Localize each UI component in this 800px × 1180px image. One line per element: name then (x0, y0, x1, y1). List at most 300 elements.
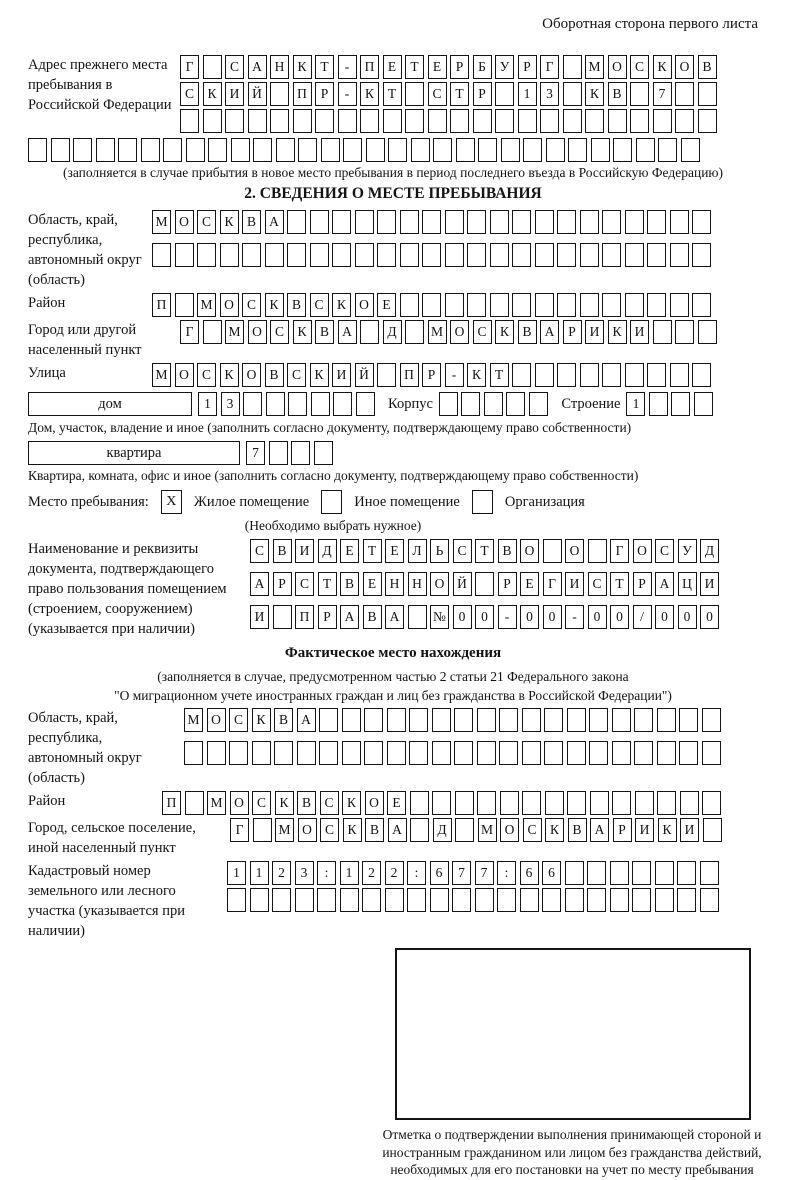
grid-cell: М (428, 320, 447, 344)
grid-cell (625, 363, 644, 387)
grid-cell (675, 320, 694, 344)
grid-cell: В (265, 363, 284, 387)
grid-cell (461, 392, 480, 416)
grid-cell: 0 (475, 605, 494, 629)
grid-cell: 1 (227, 861, 246, 885)
grid-cell (317, 888, 336, 912)
grid-cell (655, 888, 674, 912)
grid-cell: 0 (588, 605, 607, 629)
grid-cell (692, 243, 711, 267)
grid-cell: У (678, 539, 697, 563)
grid-cell: Г (543, 572, 562, 596)
grid-cell (625, 243, 644, 267)
grid-cell: К (608, 320, 627, 344)
grid-cell (477, 741, 496, 765)
grid-cell (602, 210, 621, 234)
cadastral-rows (227, 861, 722, 915)
grid-cell: : (407, 861, 426, 885)
grid-cell (454, 708, 473, 732)
grid-cell: 1 (198, 392, 217, 416)
grid-cell (589, 741, 608, 765)
grid-cell: 6 (430, 861, 449, 885)
grid-cell: К (220, 363, 239, 387)
grid-cell: О (608, 55, 627, 79)
grid-cell (360, 109, 379, 133)
document-section (28, 539, 758, 639)
grid-cell (565, 888, 584, 912)
grid-cell (377, 363, 396, 387)
prev-address-row-2 (180, 82, 720, 106)
grid-cell: О (633, 539, 652, 563)
grid-cell (342, 708, 361, 732)
grid-cell: М (207, 791, 226, 815)
grid-cell: Г (540, 55, 559, 79)
grid-cell (495, 82, 514, 106)
grid-cell (630, 82, 649, 106)
grid-cell (522, 708, 541, 732)
grid-cell (649, 392, 668, 416)
grid-cell (343, 138, 362, 162)
grid-cell (364, 741, 383, 765)
grid-cell (698, 320, 717, 344)
confirmation-stamp-box (395, 948, 751, 1120)
grid-cell (73, 138, 92, 162)
grid-cell: 1 (626, 392, 645, 416)
grid-cell: Б (473, 55, 492, 79)
grid-cell (220, 243, 239, 267)
grid-cell: С (229, 708, 248, 732)
grid-cell (207, 741, 226, 765)
grid-cell: Р (613, 818, 632, 842)
grid-cell (288, 392, 307, 416)
stay-type-checkbox-organization (472, 490, 493, 514)
grid-cell (422, 243, 441, 267)
grid-cell: М (152, 210, 171, 234)
grid-cell (175, 293, 194, 317)
grid-cell: К (265, 293, 284, 317)
actual-location-title: Фактическое место нахождения (284, 645, 502, 661)
grid-cell: Р (518, 55, 537, 79)
grid-cell (432, 741, 451, 765)
city-row (180, 320, 720, 344)
grid-cell (567, 741, 586, 765)
grid-cell: Г (230, 818, 249, 842)
grid-cell: С (473, 320, 492, 344)
grid-cell: И (295, 539, 314, 563)
grid-cell (445, 210, 464, 234)
grid-cell (445, 243, 464, 267)
street-label: Улица (28, 365, 66, 381)
grid-cell: И (680, 818, 699, 842)
grid-cell: 1 (340, 861, 359, 885)
grid-cell (512, 210, 531, 234)
grid-cell (535, 210, 554, 234)
grid-cell (670, 363, 689, 387)
grid-cell (276, 138, 295, 162)
grid-cell: О (207, 708, 226, 732)
grid-cell: О (565, 539, 584, 563)
grid-cell: В (363, 605, 382, 629)
grid-cell: А (388, 818, 407, 842)
grid-cell (670, 293, 689, 317)
prev-address-rows (180, 55, 720, 136)
grid-cell (455, 818, 474, 842)
grid-cell: № (430, 605, 449, 629)
grid-cell: С (197, 363, 216, 387)
grid-cell: Т (490, 363, 509, 387)
grid-cell (388, 138, 407, 162)
grid-cell: Т (318, 572, 337, 596)
grid-cell (185, 791, 204, 815)
grid-cell (590, 791, 609, 815)
grid-cell (175, 243, 194, 267)
grid-cell (407, 888, 426, 912)
grid-cell: В (498, 539, 517, 563)
section2-title: 2. СВЕДЕНИЯ О МЕСТЕ ПРЕБЫВАНИЯ (244, 185, 542, 202)
document-row-3 (250, 605, 723, 629)
grid-cell: С (287, 363, 306, 387)
grid-cell (387, 741, 406, 765)
grid-cell: А (540, 320, 559, 344)
grid-cell (542, 888, 561, 912)
grid-cell (287, 210, 306, 234)
grid-cell (680, 791, 699, 815)
grid-cell: А (340, 605, 359, 629)
grid-cell: А (590, 818, 609, 842)
actual-region-row-2 (184, 741, 724, 765)
grid-cell (675, 82, 694, 106)
grid-cell: 7 (475, 861, 494, 885)
grid-cell: С (270, 320, 289, 344)
region-section (28, 210, 758, 290)
grid-cell (475, 572, 494, 596)
house-number-row (198, 392, 378, 416)
grid-cell (580, 363, 599, 387)
apartment-caption: Квартира, комната, офис и иное (заполнить согласно документу, подтверждающему право собственности) (28, 468, 639, 483)
grid-cell: Т (405, 55, 424, 79)
grid-cell: С (588, 572, 607, 596)
grid-cell (332, 210, 351, 234)
grid-cell: О (298, 818, 317, 842)
grid-cell (613, 138, 632, 162)
grid-cell: О (230, 791, 249, 815)
grid-cell (567, 708, 586, 732)
grid-cell: П (400, 363, 419, 387)
grid-cell: К (252, 708, 271, 732)
grid-cell (342, 741, 361, 765)
grid-cell: 0 (543, 605, 562, 629)
cadastral-section (28, 861, 758, 941)
grid-cell: Т (383, 82, 402, 106)
grid-cell (355, 243, 374, 267)
grid-cell (546, 138, 565, 162)
grid-cell (422, 293, 441, 317)
grid-cell: С (225, 55, 244, 79)
grid-cell: О (220, 293, 239, 317)
grid-cell (658, 138, 677, 162)
grid-cell: А (385, 605, 404, 629)
grid-cell (96, 138, 115, 162)
grid-cell (377, 243, 396, 267)
grid-cell: В (297, 791, 316, 815)
grid-cell (647, 243, 666, 267)
stay-type-option-other: Иное помещение (354, 493, 460, 510)
grid-cell (544, 741, 563, 765)
grid-cell (445, 293, 464, 317)
grid-cell: - (338, 82, 357, 106)
grid-cell: О (500, 818, 519, 842)
grid-cell (340, 888, 359, 912)
grid-cell: С (197, 210, 216, 234)
grid-cell (702, 791, 721, 815)
grid-cell (243, 392, 262, 416)
grid-cell (455, 791, 474, 815)
grid-cell: А (265, 210, 284, 234)
grid-cell: - (445, 363, 464, 387)
grid-cell: К (467, 363, 486, 387)
grid-cell: Й (248, 82, 267, 106)
grid-cell (565, 861, 584, 885)
actual-location-caption-1: (заполняется в случае, предусмотренном частью 2 статьи 21 Федерального закона (157, 669, 629, 684)
grid-cell (477, 708, 496, 732)
grid-cell (585, 109, 604, 133)
grid-cell (545, 791, 564, 815)
grid-cell (203, 320, 222, 344)
grid-cell: 3 (295, 861, 314, 885)
grid-cell: В (568, 818, 587, 842)
grid-cell (411, 138, 430, 162)
grid-cell: С (523, 818, 542, 842)
grid-cell (430, 888, 449, 912)
grid-cell (253, 818, 272, 842)
grid-cell: О (520, 539, 539, 563)
document-row-2 (250, 572, 723, 596)
grid-cell: М (275, 818, 294, 842)
grid-cell (655, 861, 674, 885)
grid-cell (400, 243, 419, 267)
grid-cell (387, 708, 406, 732)
grid-cell (383, 109, 402, 133)
grid-cell (647, 210, 666, 234)
grid-cell (679, 708, 698, 732)
grid-cell: 2 (362, 861, 381, 885)
grid-cell: Р (422, 363, 441, 387)
actual-region-section (28, 708, 758, 788)
grid-cell: Р (563, 320, 582, 344)
grid-cell (266, 392, 285, 416)
grid-cell (632, 888, 651, 912)
grid-cell (478, 138, 497, 162)
grid-cell (653, 109, 672, 133)
grid-cell: 0 (678, 605, 697, 629)
grid-cell (184, 741, 203, 765)
cadastral-row-1 (227, 861, 722, 885)
grid-cell (229, 741, 248, 765)
grid-cell: С (252, 791, 271, 815)
grid-cell: : (497, 861, 516, 885)
confirmation-caption: Отметка о подтверждении выполнения принимающей стороной и иностранным гражданином или лицом без гражданства действий, необходимых для его постановки на учет по месту пребывания (382, 1127, 762, 1177)
grid-cell: О (365, 791, 384, 815)
grid-cell: Р (473, 82, 492, 106)
grid-cell: О (242, 363, 261, 387)
actual-region-label: Область, край, республика, автономный округ (область) (28, 710, 142, 786)
grid-cell: К (293, 320, 312, 344)
region-row-1 (152, 210, 715, 234)
grid-cell: 7 (653, 82, 672, 106)
grid-cell: Й (453, 572, 472, 596)
grid-cell: С (320, 791, 339, 815)
grid-cell: - (338, 55, 357, 79)
grid-cell (319, 708, 338, 732)
grid-cell (563, 82, 582, 106)
grid-cell: И (585, 320, 604, 344)
grid-cell (250, 888, 269, 912)
grid-cell (610, 861, 629, 885)
grid-cell: П (162, 791, 181, 815)
grid-cell (225, 109, 244, 133)
grid-cell: П (295, 605, 314, 629)
grid-cell: К (275, 791, 294, 815)
grid-cell: Е (385, 539, 404, 563)
grid-cell: Р (273, 572, 292, 596)
actual-city-label: Город, сельское поселение, иной населенный пункт (28, 820, 196, 856)
grid-cell (535, 363, 554, 387)
grid-cell (563, 55, 582, 79)
grid-cell (203, 55, 222, 79)
house-box-label: дом (28, 392, 192, 416)
grid-cell: 1 (250, 861, 269, 885)
cadastral-label: Кадастровый номер земельного или лесного участка (указывается при наличии) (28, 863, 185, 939)
grid-cell (490, 243, 509, 267)
grid-cell: В (698, 55, 717, 79)
grid-cell (625, 210, 644, 234)
grid-cell (473, 109, 492, 133)
grid-cell (332, 243, 351, 267)
grid-cell (333, 392, 352, 416)
actual-district-row (162, 791, 725, 815)
grid-cell (252, 741, 271, 765)
grid-cell: Д (433, 818, 452, 842)
grid-cell (186, 138, 205, 162)
grid-cell (273, 605, 292, 629)
grid-cell: О (175, 363, 194, 387)
grid-cell (432, 791, 451, 815)
grid-cell (512, 363, 531, 387)
grid-cell: 0 (520, 605, 539, 629)
grid-cell (405, 82, 424, 106)
grid-cell: : (317, 861, 336, 885)
grid-cell (274, 741, 293, 765)
grid-cell (497, 888, 516, 912)
grid-cell (602, 363, 621, 387)
grid-cell (635, 791, 654, 815)
grid-cell (500, 791, 519, 815)
actual-city-row (230, 818, 725, 842)
district-row (152, 293, 715, 317)
grid-cell (433, 138, 452, 162)
grid-cell: К (545, 818, 564, 842)
grid-cell: В (365, 818, 384, 842)
grid-cell: К (220, 210, 239, 234)
grid-cell (625, 293, 644, 317)
stay-type-option-residential: Жилое помещение (193, 493, 310, 510)
grid-cell (409, 741, 428, 765)
stay-type-option-organization: Организация (504, 493, 585, 510)
grid-cell (692, 293, 711, 317)
korpus-label: Корпус (388, 396, 433, 412)
grid-cell (557, 210, 576, 234)
grid-cell (612, 708, 631, 732)
grid-cell: 0 (700, 605, 719, 629)
grid-cell (700, 861, 719, 885)
grid-cell (587, 861, 606, 885)
grid-cell: Л (408, 539, 427, 563)
grid-cell: С (453, 539, 472, 563)
grid-cell: Е (383, 55, 402, 79)
grid-cell (467, 210, 486, 234)
grid-cell: 3 (221, 392, 240, 416)
grid-cell: Р (318, 605, 337, 629)
stroenie-row (626, 392, 716, 416)
grid-cell: - (498, 605, 517, 629)
grid-cell: И (635, 818, 654, 842)
grid-cell: К (658, 818, 677, 842)
korpus-row (439, 392, 552, 416)
grid-cell: С (250, 539, 269, 563)
grid-cell (694, 392, 713, 416)
grid-cell (636, 138, 655, 162)
grid-cell: Т (363, 539, 382, 563)
grid-cell: Е (340, 539, 359, 563)
grid-cell: К (360, 82, 379, 106)
prev-address-section (28, 55, 758, 136)
grid-cell: К (495, 320, 514, 344)
grid-cell: 0 (610, 605, 629, 629)
grid-cell (410, 818, 429, 842)
grid-cell (657, 791, 676, 815)
grid-cell: О (430, 572, 449, 596)
grid-cell (163, 138, 182, 162)
grid-cell: И (250, 605, 269, 629)
grid-cell: Д (700, 539, 719, 563)
grid-cell (589, 708, 608, 732)
prev-address-label: Адрес прежнего места пребывания в Российской Федерации (28, 57, 172, 113)
grid-cell (602, 243, 621, 267)
grid-cell (422, 210, 441, 234)
grid-cell (557, 243, 576, 267)
grid-cell: Р (498, 572, 517, 596)
grid-cell (452, 888, 471, 912)
grid-cell (484, 392, 503, 416)
grid-cell (248, 109, 267, 133)
grid-cell: С (295, 572, 314, 596)
grid-cell (490, 293, 509, 317)
grid-cell (490, 210, 509, 234)
grid-cell (557, 293, 576, 317)
grid-cell (499, 741, 518, 765)
grid-cell (291, 441, 310, 465)
grid-cell: В (274, 708, 293, 732)
grid-cell (653, 320, 672, 344)
grid-cell (512, 243, 531, 267)
document-rows (250, 539, 723, 638)
grid-cell (297, 741, 316, 765)
grid-cell (450, 109, 469, 133)
grid-cell: Д (318, 539, 337, 563)
grid-cell (647, 363, 666, 387)
grid-cell (295, 888, 314, 912)
grid-cell: А (248, 55, 267, 79)
